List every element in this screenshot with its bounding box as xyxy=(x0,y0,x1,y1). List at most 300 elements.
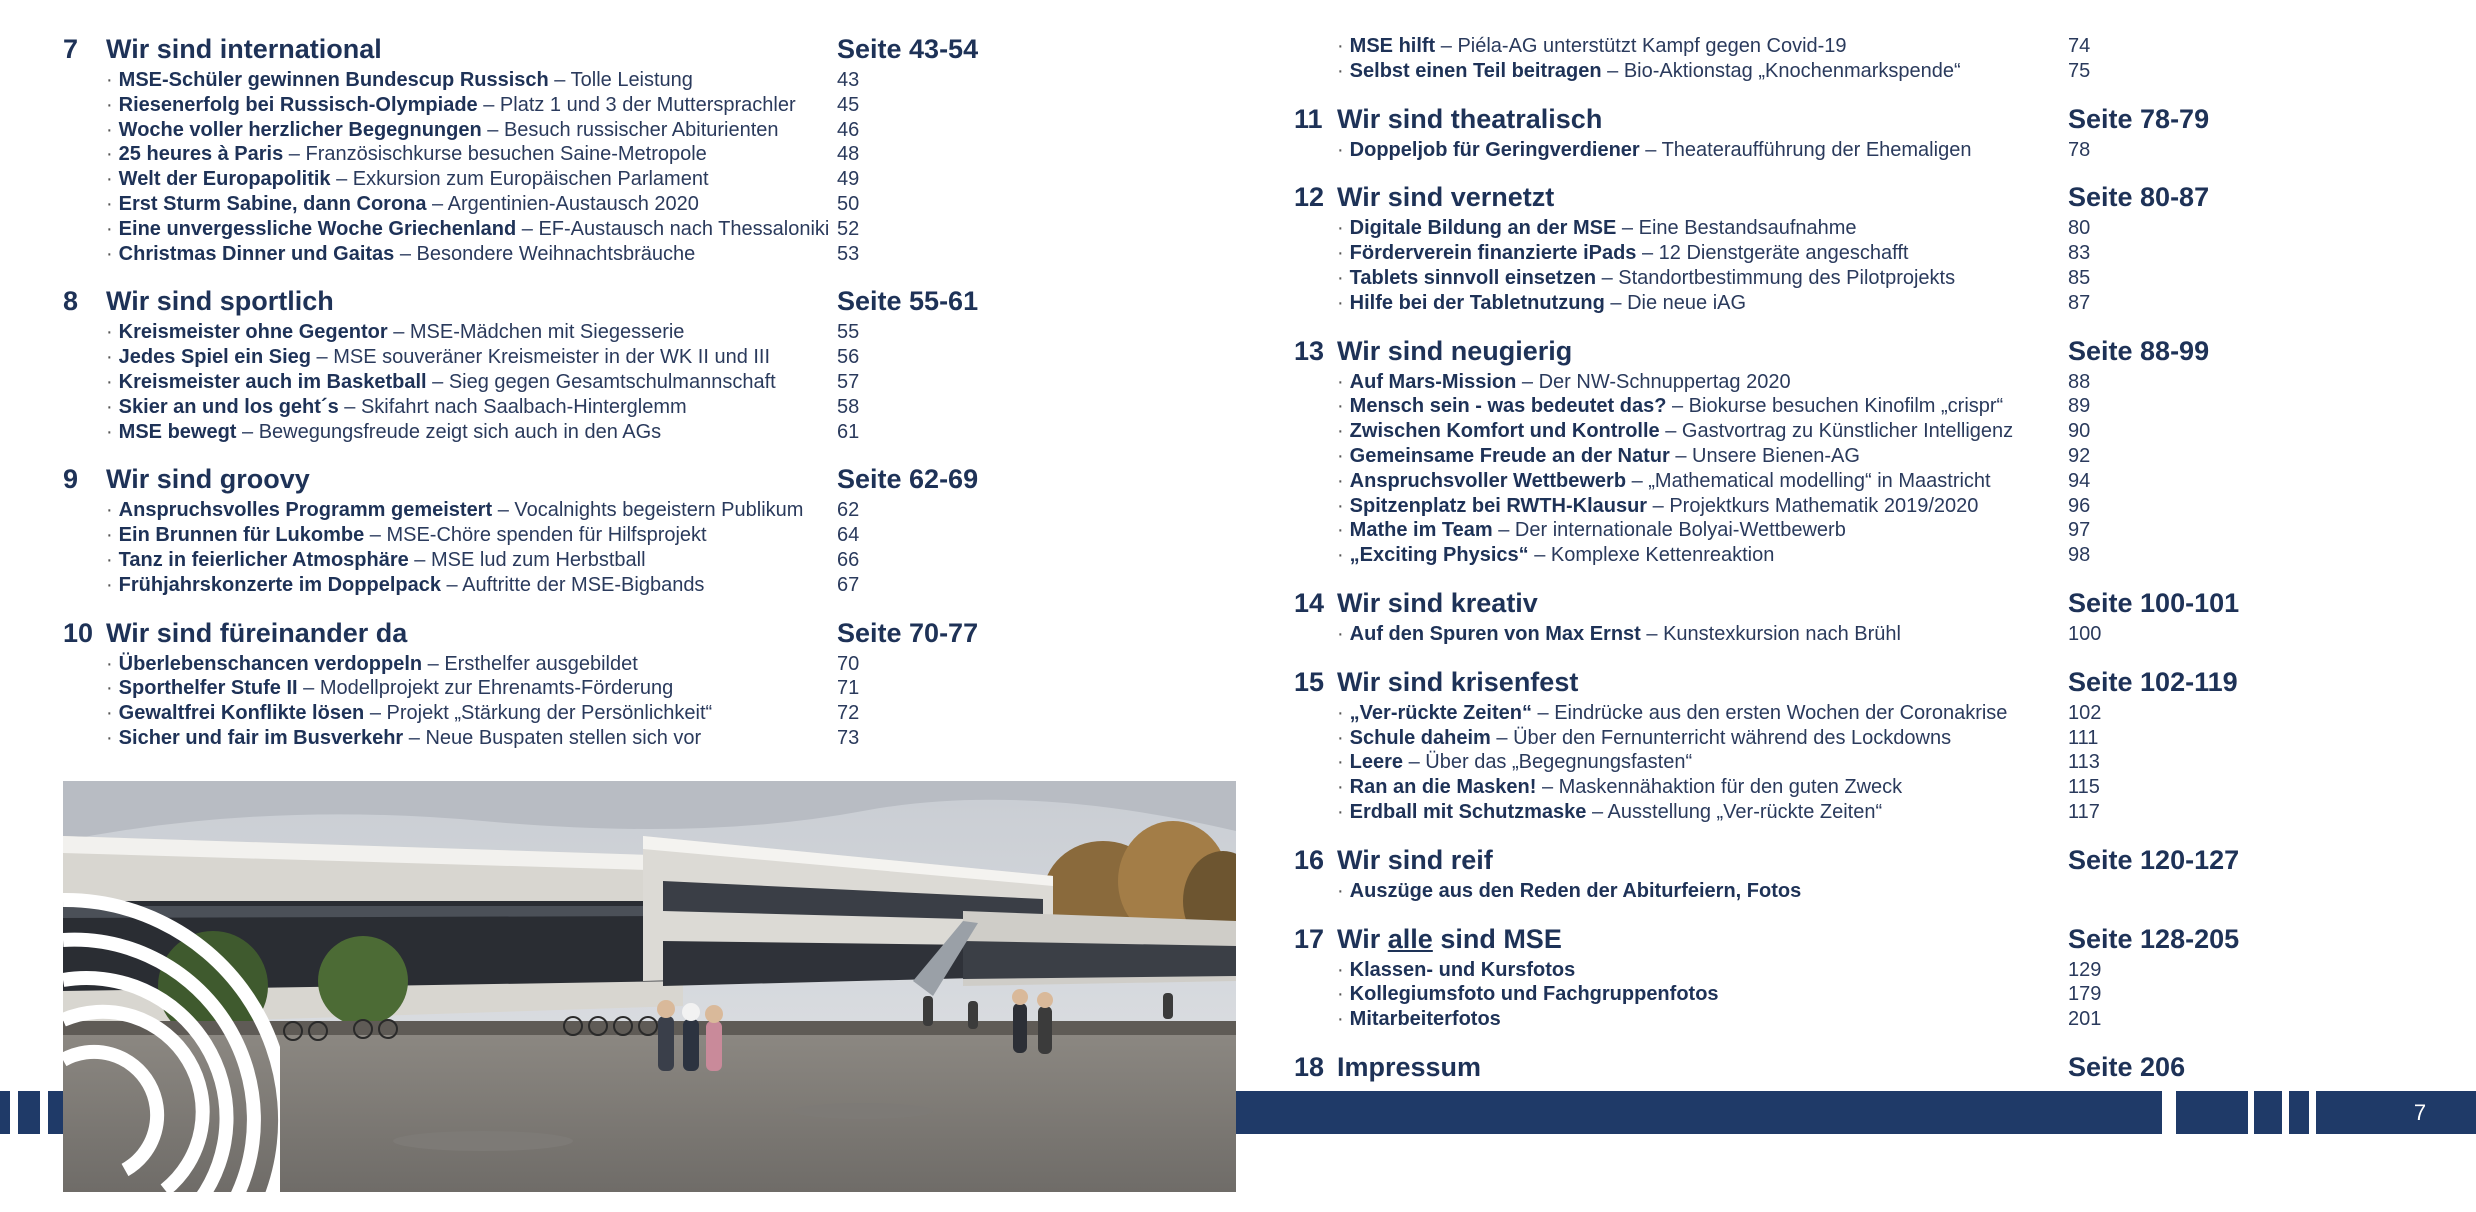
toc-entry-title: Mitarbeiterfotos xyxy=(1349,1008,1501,1031)
toc-entry-title: Mathe im Team xyxy=(1349,519,1493,542)
bullet-dot: · xyxy=(1337,242,1344,265)
section-title: Wir sind sportlich xyxy=(106,286,334,317)
toc-entry xyxy=(1294,291,2444,316)
toc-entry-page: 64 xyxy=(837,524,860,547)
toc-entry-title: Auszüge aus den Reden der Abiturfeiern, Fotos xyxy=(1349,879,1802,902)
bullet-dot: · xyxy=(106,548,113,571)
toc-entry-page: 73 xyxy=(837,726,860,749)
toc-entry-text xyxy=(106,726,701,751)
bullet-dot: · xyxy=(1337,544,1344,567)
toc-entry-title: Erdball mit Schutzmaske xyxy=(1349,800,1587,823)
toc-entry-title: Skier an und los geht´s xyxy=(118,395,339,418)
toc-entry-text xyxy=(1337,879,1801,904)
bullet-dot: · xyxy=(106,726,113,749)
toc-entry-text xyxy=(1337,419,2013,444)
toc-entry xyxy=(1294,59,2444,84)
toc-entry-title: Welt der Europapolitik xyxy=(118,168,331,191)
toc-entry-title: Riesenerfolg bei Russisch-Olympiade xyxy=(118,93,478,116)
toc-entry-text xyxy=(106,345,770,370)
toc-entry-text xyxy=(106,320,684,345)
toc-entry xyxy=(63,370,1243,395)
toc-entry-description: – Bio-Aktionstag „Knochenmarkspende“ xyxy=(1601,59,1961,82)
toc-entry xyxy=(63,676,1243,701)
footer-bar-right xyxy=(1236,1091,2162,1134)
section-number: 16 xyxy=(1294,844,1325,875)
toc-entry xyxy=(1294,394,2444,419)
toc-entry-page: 66 xyxy=(837,548,860,571)
section-title: Wir sind theatralisch xyxy=(1337,103,1603,134)
toc-entry-text xyxy=(1337,469,1991,494)
toc-entry-description: – Skifahrt nach Saalbach-Hinterglemm xyxy=(338,395,687,418)
toc-entry-page: 129 xyxy=(2068,958,2102,981)
toc-entry-page: 52 xyxy=(837,217,860,240)
section-title: Wir sind reif xyxy=(1337,844,1493,875)
toc-entry-page: 74 xyxy=(2068,35,2091,57)
toc-entry-description: – Eindrücke aus den ersten Wochen der Coronakrise xyxy=(1531,701,2008,724)
toc-entry-text xyxy=(1337,444,1860,469)
toc-entry xyxy=(1294,469,2444,494)
toc-entry-page: 56 xyxy=(837,346,860,369)
section-number: 15 xyxy=(1294,666,1325,697)
toc-entry xyxy=(63,395,1243,420)
bullet-dot: · xyxy=(1337,776,1344,799)
toc-entry-description: – Über das „Begegnungsfasten“ xyxy=(1403,751,1693,774)
bullet-dot: · xyxy=(106,69,113,91)
toc-section-heading xyxy=(1294,588,2444,622)
toc-entry xyxy=(1294,138,2444,163)
section-title: Impressum xyxy=(1337,1051,1482,1082)
bullet-dot: · xyxy=(106,168,113,191)
toc-entry xyxy=(63,167,1243,192)
toc-entry-title: Woche voller herzlicher Begegnungen xyxy=(118,118,482,141)
toc-entry-title: Überlebenschancen verdoppeln xyxy=(118,652,423,675)
bullet-dot: · xyxy=(1337,266,1344,289)
toc-entry-description: – Besondere Weihnachtsbräuche xyxy=(394,242,696,265)
toc-entry-title: Selbst einen Teil beitragen xyxy=(1349,59,1602,82)
bullet-dot: · xyxy=(106,499,113,522)
toc-entry-text xyxy=(1337,241,1908,266)
bullet-dot: · xyxy=(1337,958,1344,981)
section-page-range: Seite 120-127 xyxy=(2068,844,2240,875)
toc-entry-title: Kreismeister ohne Gegentor xyxy=(118,321,388,344)
toc-entry-text xyxy=(106,68,693,93)
toc-entry xyxy=(1294,241,2444,266)
toc-entry-text xyxy=(1337,291,1746,316)
toc-entry-page: 102 xyxy=(2068,701,2102,724)
toc-entry-text xyxy=(1337,958,1575,983)
toc-entry xyxy=(63,192,1243,217)
toc-entry xyxy=(1294,726,2444,751)
toc-entry-page: 96 xyxy=(2068,494,2091,517)
section-title: Wir sind füreinander da xyxy=(106,617,408,648)
bullet-dot: · xyxy=(1337,35,1344,57)
footer-bar-block xyxy=(2176,1091,2248,1134)
toc-entry-page: 88 xyxy=(2068,370,2091,393)
toc-section xyxy=(63,464,1243,597)
section-page-range: Seite 206 xyxy=(2068,1051,2186,1082)
section-number: 9 xyxy=(63,464,79,495)
toc-entry-page: 50 xyxy=(837,192,860,215)
toc-section xyxy=(1294,336,2444,568)
toc-entry-description: – Kunstexkursion nach Brühl xyxy=(1640,622,1901,645)
toc-entry-title: Ran an die Masken! xyxy=(1349,776,1537,799)
toc-entry xyxy=(63,93,1243,118)
toc-entry-title: Gewaltfrei Konflikte lösen xyxy=(118,702,365,725)
toc-entry-description: – Piéla-AG unterstützt Kampf gegen Covid-19 xyxy=(1435,35,1847,57)
toc-entry xyxy=(63,420,1243,445)
bullet-dot: · xyxy=(106,652,113,675)
bullet-dot: · xyxy=(106,93,113,116)
toc-entry-description: – Sieg gegen Gesamtschulmannschaft xyxy=(426,370,776,393)
toc-entry xyxy=(1294,775,2444,800)
toc-entry-text xyxy=(1337,622,1901,647)
toc-entry-description: – MSE-Chöre spenden für Hilfsprojekt xyxy=(364,524,707,547)
toc-entry-text xyxy=(106,652,638,677)
toc-entry-title: Ein Brunnen für Lukombe xyxy=(118,524,365,547)
toc-entry-text xyxy=(1337,394,2003,419)
toc-entry-title: Jedes Spiel ein Sieg xyxy=(118,346,311,369)
toc-entry-page: 83 xyxy=(2068,242,2091,265)
toc-entry-title: Mensch sein - was bedeutet das? xyxy=(1349,395,1667,418)
toc-entry xyxy=(1294,750,2444,775)
toc-entry-page: 115 xyxy=(2068,776,2100,799)
toc-entry-description: – Ausstellung „Ver-rückte Zeiten“ xyxy=(1586,800,1883,823)
toc-entry-title: Hilfe bei der Tabletnutzung xyxy=(1349,291,1605,314)
toc-section-heading xyxy=(63,34,1243,68)
toc-entry-page: 75 xyxy=(2068,59,2091,82)
bullet-dot: · xyxy=(106,242,113,265)
section-page-range: Seite 100-101 xyxy=(2068,587,2240,618)
toc-entry-page: 78 xyxy=(2068,138,2091,161)
toc-section xyxy=(1294,924,2444,1032)
toc-entry xyxy=(63,320,1243,345)
toc-entry-title: Gemeinsame Freude an der Natur xyxy=(1349,444,1670,467)
toc-entry-title: 25 heures à Paris xyxy=(118,143,284,166)
toc-section-heading xyxy=(63,618,1243,652)
toc-entry-page: 72 xyxy=(837,702,860,725)
toc-entry-description: – Tolle Leistung xyxy=(548,69,693,91)
section-number: 14 xyxy=(1294,587,1325,618)
toc-entry-text xyxy=(106,676,673,701)
section-number: 11 xyxy=(1294,103,1323,134)
bullet-dot: · xyxy=(106,192,113,215)
section-number: 7 xyxy=(63,34,79,64)
toc-entry xyxy=(1294,370,2444,395)
toc-entry-title: Kollegiumsfoto und Fachgruppenfotos xyxy=(1349,983,1719,1006)
toc-section-heading xyxy=(1294,1052,2444,1086)
toc-entry-title: Zwischen Komfort und Kontrolle xyxy=(1349,420,1660,443)
toc-entry-description: – MSE souveräner Kreismeister in der WK II und III xyxy=(310,346,771,369)
bullet-dot: · xyxy=(1337,395,1344,418)
toc-entry xyxy=(63,345,1243,370)
toc-entry-description: – Exkursion zum Europäischen Parlament xyxy=(330,168,709,191)
toc-entry-description: – Unsere Bienen-AG xyxy=(1669,444,1860,467)
bullet-dot: · xyxy=(1337,420,1344,443)
toc-entry-description: – Projekt „Stärkung der Persönlichkeit“ xyxy=(364,702,713,725)
section-title: Wir sind groovy xyxy=(106,464,310,495)
toc-entry-text xyxy=(1337,494,1978,519)
toc-entry-page: 85 xyxy=(2068,266,2091,289)
toc-entry xyxy=(1294,800,2444,825)
bullet-dot: · xyxy=(1337,291,1344,314)
toc-section-heading xyxy=(1294,667,2444,701)
toc-entry-title: Leere xyxy=(1349,751,1404,774)
section-page-range: Seite 78-79 xyxy=(2068,103,2210,134)
toc-entry-text xyxy=(106,420,661,445)
toc-entry-text xyxy=(106,548,646,573)
toc-entry-title: „Ver-rückte Zeiten“ xyxy=(1349,701,1532,724)
toc-entry-page: 113 xyxy=(2068,751,2100,774)
toc-entry xyxy=(63,548,1243,573)
toc-entry-title: Schule daheim xyxy=(1349,726,1491,749)
section-page-range: Seite 102-119 xyxy=(2068,666,2238,697)
toc-entry xyxy=(1294,982,2444,1007)
section-number: 13 xyxy=(1294,335,1325,366)
bullet-dot: · xyxy=(1337,494,1344,517)
toc-entry xyxy=(63,118,1243,143)
toc-entry-page: 48 xyxy=(837,143,860,166)
toc-entry xyxy=(1294,419,2444,444)
toc-entry-description: – Französischkurse besuchen Saine-Metropole xyxy=(283,143,707,166)
bullet-dot: · xyxy=(1337,701,1344,724)
toc-entry-title: Sicher und fair im Busverkehr xyxy=(118,726,404,749)
bullet-dot: · xyxy=(106,524,113,547)
toc-entry xyxy=(63,701,1243,726)
bullet-dot: · xyxy=(1337,519,1344,542)
toc-entry xyxy=(1294,266,2444,291)
toc-entry-title: Doppeljob für Geringverdiener xyxy=(1349,138,1640,161)
bullet-dot: · xyxy=(1337,983,1344,1006)
school-logo-swirl xyxy=(0,870,280,1207)
toc-entry-page: 111 xyxy=(2068,726,2099,749)
toc-entry-text xyxy=(1337,59,1961,84)
section-title-underlined: alle xyxy=(1387,923,1433,954)
bullet-dot: · xyxy=(1337,800,1344,823)
toc-section-heading xyxy=(1294,336,2444,370)
section-number: 10 xyxy=(63,617,94,648)
toc-entry-description: – Argentinien-Austausch 2020 xyxy=(426,192,699,215)
toc-entry-text xyxy=(1337,982,1719,1007)
bullet-dot: · xyxy=(1337,444,1344,467)
toc-entry-text xyxy=(106,167,709,192)
toc-entry-text xyxy=(1337,750,1692,775)
toc-section xyxy=(1294,845,2444,904)
bullet-dot: · xyxy=(106,573,113,596)
toc-entry-text xyxy=(1337,800,1882,825)
bullet-dot: · xyxy=(106,118,113,141)
toc-entry-page: 117 xyxy=(2068,800,2100,823)
toc-entry-page: 201 xyxy=(2068,1008,2102,1031)
footer-bar-block xyxy=(2289,1091,2309,1134)
toc-entry-text xyxy=(106,142,707,167)
toc-entry-description: – EF-Austausch nach Thessaloniki xyxy=(516,217,830,240)
footer-bar-left xyxy=(0,1091,1236,1134)
toc-entry xyxy=(63,142,1243,167)
toc-entry-title: Tanz in feierlicher Atmosphäre xyxy=(118,548,409,571)
toc-entry-title: Kreismeister auch im Basketball xyxy=(118,370,427,393)
toc-entry xyxy=(1294,444,2444,469)
bullet-dot: · xyxy=(1337,59,1344,82)
section-number: 17 xyxy=(1294,923,1325,954)
toc-entry xyxy=(63,523,1243,548)
bullet-dot: · xyxy=(106,702,113,725)
toc-entry-text xyxy=(1337,518,1846,543)
toc-entry-page: 70 xyxy=(837,652,860,675)
bullet-dot: · xyxy=(1337,138,1344,161)
section-title: Wir sind kreativ xyxy=(1337,587,1538,618)
section-title: Wir sind vernetzt xyxy=(1337,182,1555,213)
toc-entry-description: – Platz 1 und 3 der Muttersprachler xyxy=(477,93,796,116)
toc-entry-page: 57 xyxy=(837,370,860,393)
toc-entry-description: – Vocalnights begeistern Publikum xyxy=(492,499,804,522)
toc-entry-title: Auf Mars-Mission xyxy=(1349,370,1517,393)
toc-entry-page: 58 xyxy=(837,395,860,418)
toc-entry xyxy=(63,726,1243,751)
toc-entry-page: 62 xyxy=(837,499,860,522)
toc-entry-text xyxy=(1337,370,1791,395)
toc-entry-page: 179 xyxy=(2068,983,2102,1006)
toc-entry-description: – „Mathematical modelling“ in Maastricht xyxy=(1626,469,1991,492)
toc-entry xyxy=(63,217,1243,242)
toc-left-column xyxy=(63,34,1243,771)
section-title: Wir sind neugierig xyxy=(1337,335,1573,366)
bullet-dot: · xyxy=(106,346,113,369)
toc-entry-page: 67 xyxy=(837,573,860,596)
toc-entry-description: – Gastvortrag zu Künstlicher Intelligenz xyxy=(1659,420,2014,443)
toc-entry-text xyxy=(106,523,707,548)
toc-entry-page: 61 xyxy=(837,420,860,443)
toc-section xyxy=(1294,667,2444,825)
toc-entry-text xyxy=(1337,775,1902,800)
toc-entry-text xyxy=(106,573,704,598)
bullet-dot: · xyxy=(106,370,113,393)
toc-entry-description: – Neue Buspaten stellen sich vor xyxy=(403,726,702,749)
toc-entry-text xyxy=(106,395,687,420)
toc-entry xyxy=(1294,622,2444,647)
section-number: 18 xyxy=(1294,1051,1325,1082)
toc-entry xyxy=(1294,879,2444,904)
toc-entry-title: Sporthelfer Stufe II xyxy=(118,677,298,700)
toc-entry-description: – Der internationale Bolyai-Wettbewerb xyxy=(1492,519,1846,542)
toc-section xyxy=(1294,588,2444,647)
toc-entry-description: – Über den Fernunterricht während des Lockdowns xyxy=(1490,726,1952,749)
toc-entry xyxy=(63,498,1243,523)
toc-entry xyxy=(1294,216,2444,241)
toc-entry-page: 49 xyxy=(837,168,860,191)
toc-entry-text xyxy=(106,93,796,118)
toc-entry-title: Erst Sturm Sabine, dann Corona xyxy=(118,192,427,215)
section-page-range: Seite 70-77 xyxy=(837,617,979,648)
toc-entry-text xyxy=(1337,216,1857,241)
toc-entry xyxy=(63,652,1243,677)
toc-entry-title: Anspruchsvoller Wettbewerb xyxy=(1349,469,1627,492)
section-page-range: Seite 43-54 xyxy=(837,34,979,64)
toc-entry-description: – Komplexe Kettenreaktion xyxy=(1528,544,1775,567)
toc-entry-title: Eine unvergessliche Woche Griechenland xyxy=(118,217,517,240)
toc-entry-description: – MSE lud zum Herbstball xyxy=(408,548,646,571)
toc-entry-description: – Die neue iAG xyxy=(1604,291,1747,314)
toc-right-column xyxy=(1294,34,2444,1106)
toc-entry xyxy=(1294,518,2444,543)
toc-entry-description: – Standortbestimmung des Pilotprojekts xyxy=(1596,266,1956,289)
bullet-dot: · xyxy=(1337,751,1344,774)
footer-bar-block xyxy=(2254,1091,2282,1134)
toc-entry-description: – Der NW-Schnuppertag 2020 xyxy=(1516,370,1791,393)
bullet-dot: · xyxy=(106,395,113,418)
bullet-dot: · xyxy=(106,217,113,240)
toc-entry-text xyxy=(106,701,712,726)
toc-entry-description: – Auftritte der MSE-Bigbands xyxy=(440,573,705,596)
toc-entry-title: Frühjahrskonzerte im Doppelpack xyxy=(118,573,441,596)
toc-entry-title: Tablets sinnvoll einsetzen xyxy=(1349,266,1597,289)
section-page-range: Seite 80-87 xyxy=(2068,182,2210,213)
toc-section xyxy=(63,286,1243,444)
toc-entry-title: Digitale Bildung an der MSE xyxy=(1349,217,1617,240)
toc-entry-description: – MSE-Mädchen mit Siegesserie xyxy=(387,321,685,344)
toc-section xyxy=(63,618,1243,751)
toc-section xyxy=(1294,104,2444,163)
bullet-dot: · xyxy=(106,321,113,344)
toc-entry-text xyxy=(1337,726,1951,751)
toc-entry-description: – Biokurse besuchen Kinofilm „crispr“ xyxy=(1666,395,2004,418)
toc-entry-text xyxy=(106,498,803,523)
section-title: Wir alle sind MSE xyxy=(1337,923,1562,954)
toc-entry-text xyxy=(1337,701,2007,726)
toc-entry-page: 97 xyxy=(2068,519,2091,542)
toc-entry-title: Förderverein finanzierte iPads xyxy=(1349,242,1637,265)
section-page-range: Seite 88-99 xyxy=(2068,335,2210,366)
toc-entry-page: 92 xyxy=(2068,444,2091,467)
toc-entry-title: MSE hilft xyxy=(1349,35,1436,57)
toc-entry-text xyxy=(106,217,829,242)
toc-entry-title: Spitzenplatz bei RWTH-Klausur xyxy=(1349,494,1648,517)
bullet-dot: · xyxy=(1337,622,1344,645)
toc-entry-page: 43 xyxy=(837,69,860,91)
bullet-dot: · xyxy=(1337,217,1344,240)
toc-entry-text xyxy=(1337,138,1971,163)
toc-entry-text xyxy=(106,370,776,395)
section-page-range: Seite 55-61 xyxy=(837,286,979,317)
toc-section-heading xyxy=(1294,104,2444,138)
toc-entry-page: 71 xyxy=(837,677,860,700)
toc-entry-text xyxy=(1337,543,1774,568)
toc-entry-title: „Exciting Physics“ xyxy=(1349,544,1529,567)
toc-entry-page: 100 xyxy=(2068,622,2102,645)
toc-entry xyxy=(1294,34,2444,59)
bullet-dot: · xyxy=(106,677,113,700)
toc-entry xyxy=(63,573,1243,598)
toc-entry-description: – Theateraufführung der Ehemaligen xyxy=(1639,138,1972,161)
toc-entry-page: 94 xyxy=(2068,469,2091,492)
section-page-range: Seite 62-69 xyxy=(837,464,979,495)
toc-entry-text xyxy=(1337,1007,1501,1032)
toc-entry-description: – Ersthelfer ausgebildet xyxy=(422,652,638,675)
toc-entry xyxy=(1294,543,2444,568)
bullet-dot: · xyxy=(1337,726,1344,749)
toc-entry-description: – 12 Dienstgeräte angeschafft xyxy=(1636,242,1909,265)
toc-entry-page: 89 xyxy=(2068,395,2091,418)
section-number: 8 xyxy=(63,286,79,317)
toc-section-heading xyxy=(1294,845,2444,879)
bullet-dot: · xyxy=(1337,469,1344,492)
toc-section-heading xyxy=(1294,924,2444,958)
toc-entry-page: 46 xyxy=(837,118,860,141)
toc-entry-description: – Modellprojekt zur Ehrenamts-Förderung xyxy=(297,677,674,700)
toc-entry-page: 45 xyxy=(837,93,860,116)
toc-entry-description: – Eine Bestandsaufnahme xyxy=(1616,217,1857,240)
toc-entry xyxy=(1294,701,2444,726)
bullet-dot: · xyxy=(1337,370,1344,393)
